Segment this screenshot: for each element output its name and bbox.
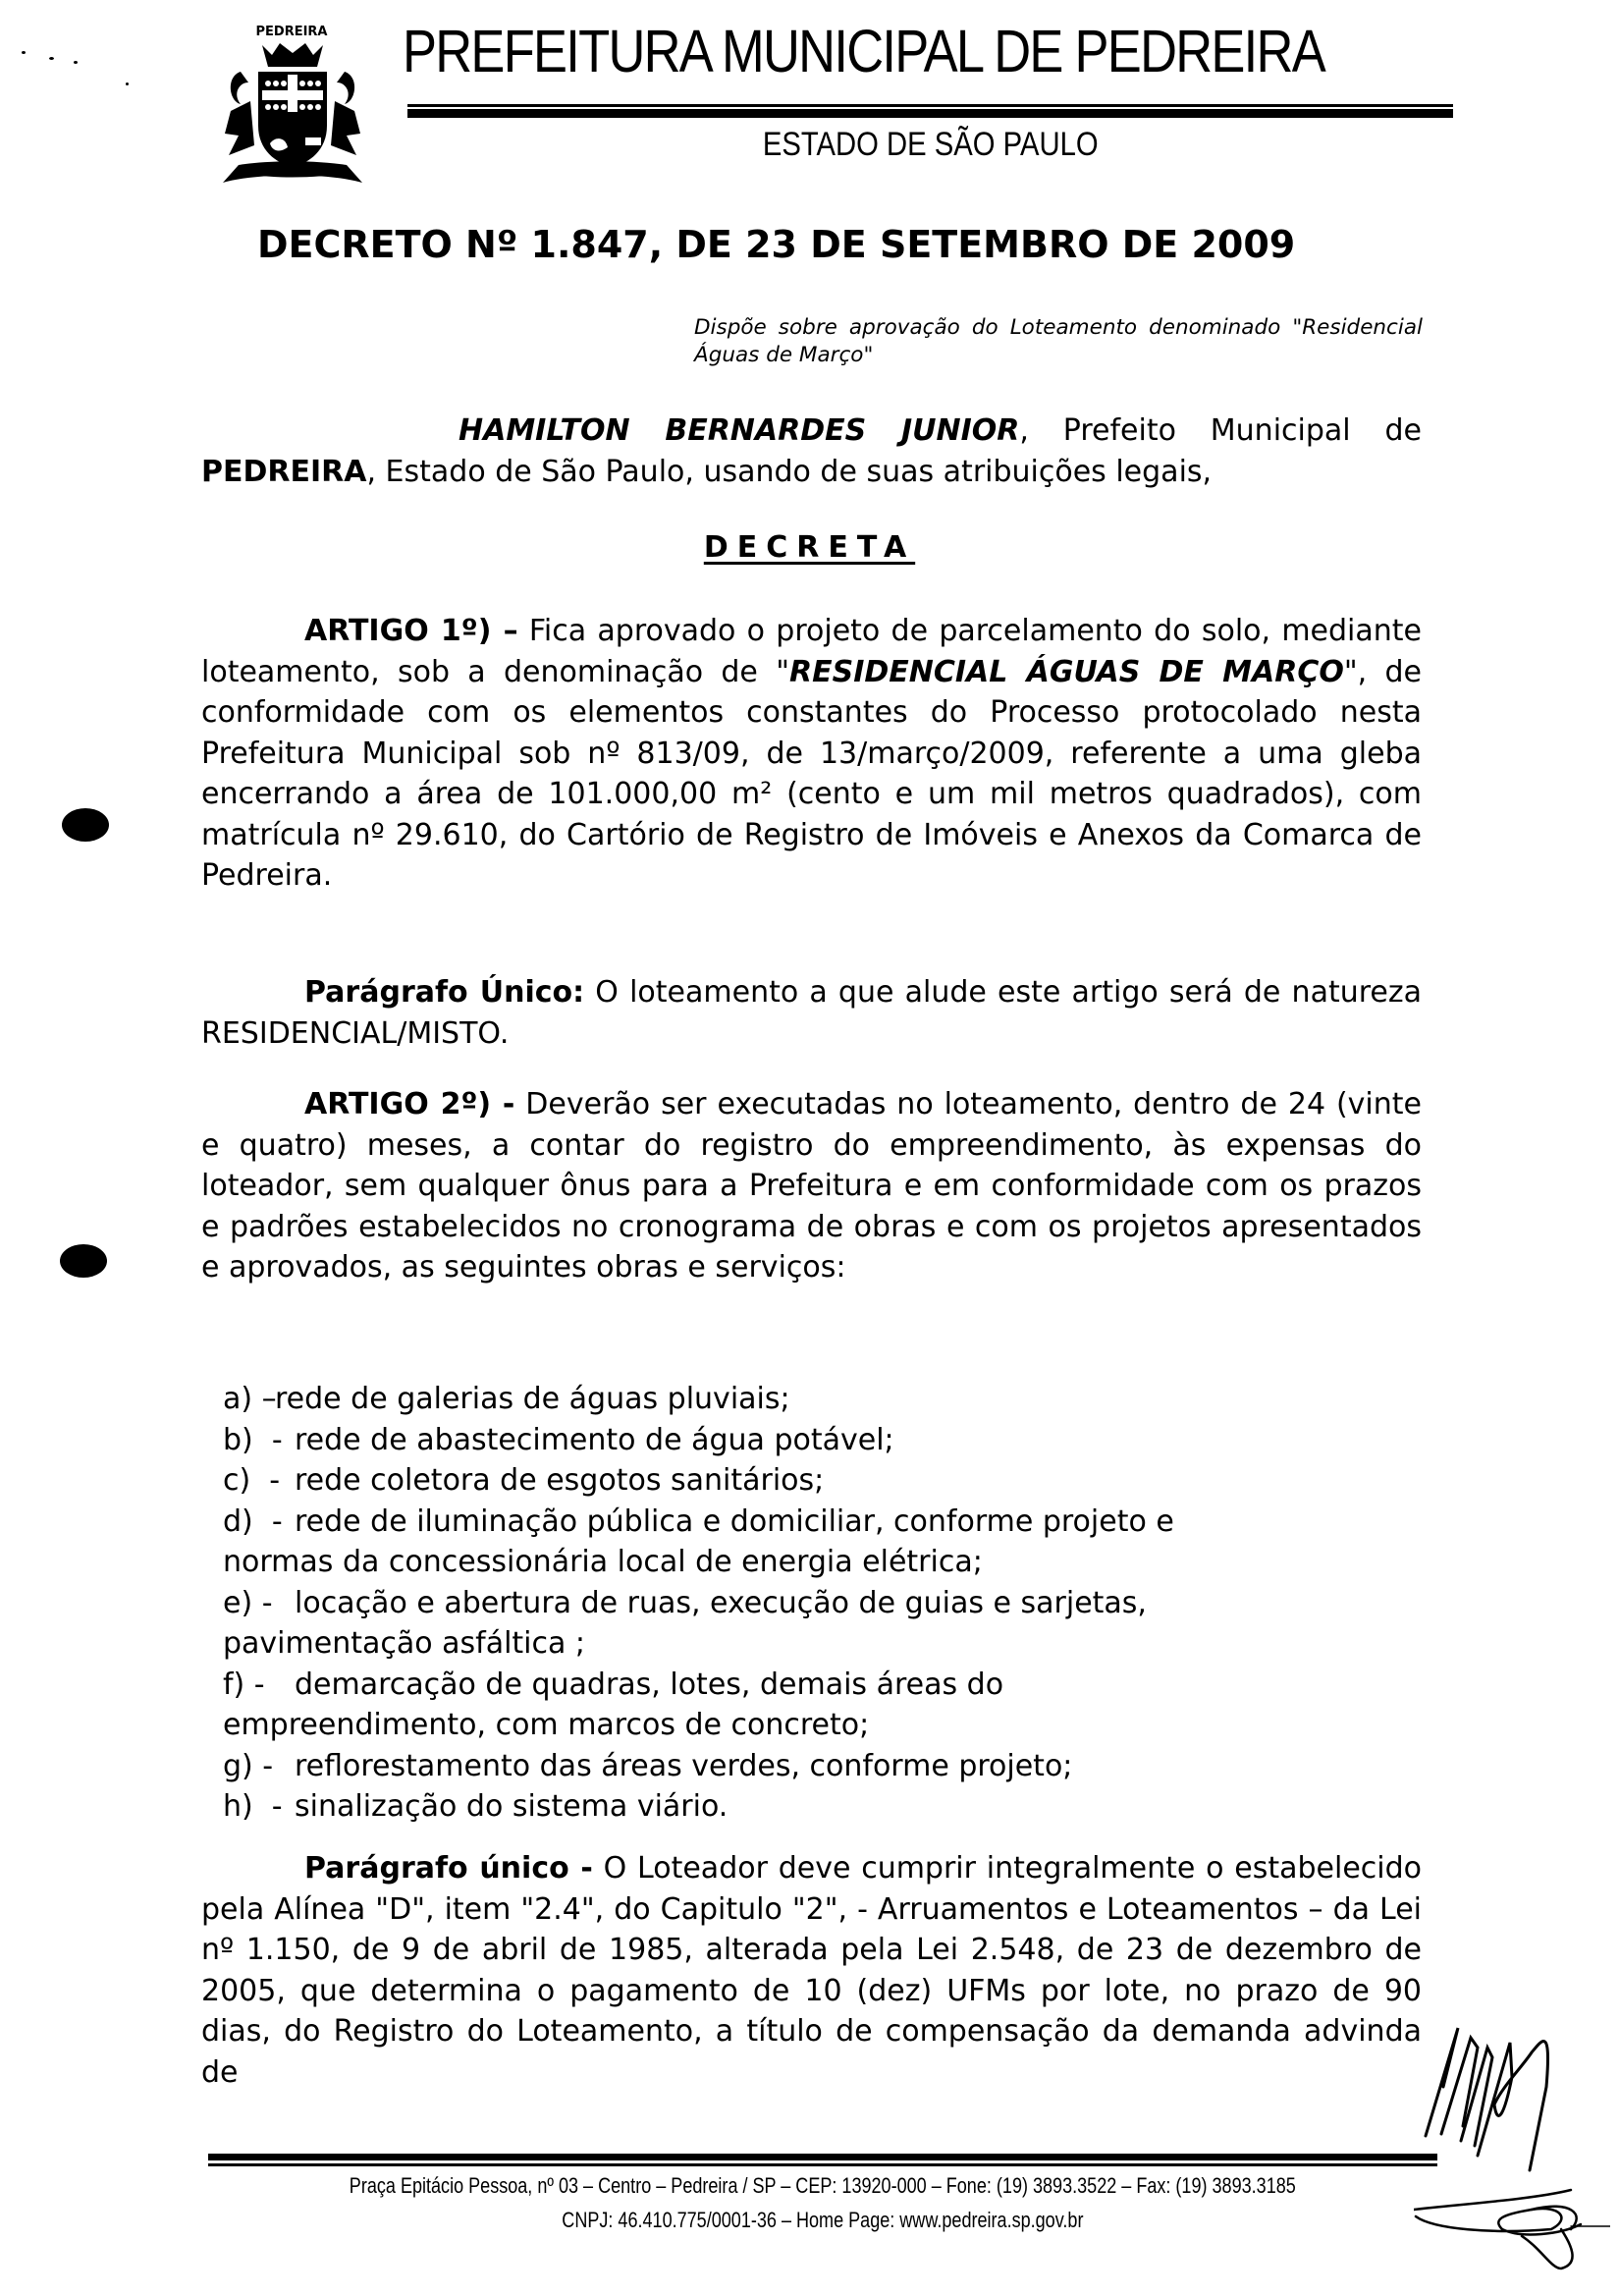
handwritten-signature-icon: [1414, 2008, 1610, 2273]
decree-title: DECRETO Nº 1.847, DE 23 DE SETEMBRO DE 2009: [257, 223, 1296, 266]
list-item: b) - rede de abastecimento de água potável;: [223, 1422, 894, 1457]
mayor-name: HAMILTON BERNARDES JUNIOR: [459, 413, 1020, 448]
coat-of-arms-icon: [211, 18, 373, 185]
list-item: c) - rede coletora de esgotos sanitários;: [223, 1463, 825, 1498]
list-item-continuation: pavimentação asfáltica ;: [223, 1626, 586, 1661]
article-1-sole-paragraph: Parágrafo Único: O loteamento a que alude este artigo será de natureza RESIDENCIAL/MISTO.: [201, 975, 1422, 1051]
article-1: ARTIGO 1º) – Fica aprovado o projeto de parcelamento do solo, mediante loteamento, sob a denominação de "RESIDENCIAL ÁGUAS DE MARÇO", de conformidade com os elementos constantes do Processo protocolado nesta Prefeitura Municipal sob nº 813/09, de 13/março/2009, referente a uma gleba encerrando a área de 101.000,00 m² (cento e um mil metros quadrados), com matrícula nº 29.610, do Cartório de Registro de Imóveis e Anexos da Comarca de Pedreira.: [201, 614, 1422, 893]
header-divider: [407, 109, 1453, 118]
article-2: ARTIGO 2º) - Deverão ser executadas no loteamento, dentro de 24 (vinte e quatro) meses, a contar do registro do empreendimento, às expensas do loteador, sem qualquer ônus para a Prefeitura e em conformidade com os prazos e padrões estabelecidos no cronograma de obras e com os projetos apresentados e aprovados, as seguintes obras e serviços:: [201, 1087, 1422, 1285]
subdivision-name: RESIDENCIAL ÁGUAS DE MARÇO: [789, 654, 1344, 689]
article-1-label: ARTIGO 1º) –: [304, 614, 518, 648]
punch-hole: [60, 1244, 107, 1278]
header-divider: [407, 104, 1453, 107]
municipal-crest-logo: [211, 18, 373, 185]
institution-title: PREFEITURA MUNICIPAL DE PEDREIRA: [403, 18, 1324, 84]
footer-divider: [208, 2163, 1437, 2166]
scan-speck: [22, 51, 26, 54]
list-item: g) - reflorestamento das áreas verdes, conforme projeto;: [223, 1748, 1073, 1783]
article-2-label: ARTIGO 2º) -: [304, 1087, 515, 1121]
footer-divider: [208, 2154, 1437, 2160]
preamble-paragraph: HAMILTON BERNARDES JUNIOR, Prefeito Municipal de PEDREIRA, Estado de São Paulo, usando de suas atribuições legais,: [201, 413, 1422, 489]
list-item: f) - demarcação de quadras, lotes, demais áreas do: [223, 1667, 1004, 1702]
list-item: e) - locação e abertura de ruas, execução de guias e sarjetas,: [223, 1585, 1147, 1620]
list-item: a) – rede de galerias de águas pluviais;: [223, 1382, 790, 1416]
footer-contact: CNPJ: 46.410.775/0001-36 – Home Page: www.pedreira.sp.gov.br: [562, 2208, 1084, 2232]
institution-subtitle: ESTADO DE SÃO PAULO: [762, 126, 1099, 163]
decree-summary: Dispõe sobre aprovação do Loteamento denominado "Residencial Águas de Março": [694, 315, 1423, 367]
svg-text:PEDREIRA: PEDREIRA: [255, 25, 328, 39]
paragraph-label: Parágrafo Único:: [304, 975, 585, 1010]
article-2-sole-paragraph: Parágrafo único - O Loteador deve cumprir integralmente o estabelecido pela Alínea "D", item "2.4", do Capitulo "2", - Arruamentos e Loteamentos – da Lei nº 1.150, de 9 de abril de 1985, alterada pela Lei 2.548, de 23 de dezembro de 2005, que determina o pagamento de 10 (dez) UFMs por lote, no prazo de 90 dias, do Registro do Loteamento, a título de compensação da demanda advinda de: [201, 1851, 1423, 2090]
city-name: PEDREIRA: [201, 454, 367, 489]
decreta-heading: DECRETA: [703, 530, 916, 565]
scan-speck: [74, 61, 78, 64]
scan-speck: [126, 82, 129, 85]
list-item-continuation: normas da concessionária local de energia elétrica;: [223, 1545, 983, 1579]
punch-hole: [62, 808, 109, 842]
works-list: [223, 1379, 1401, 1828]
paragraph-label: Parágrafo único -: [304, 1851, 593, 1886]
scan-speck: [49, 57, 54, 60]
footer-address: Praça Epitácio Pessoa, nº 03 – Centro – Pedreira / SP – CEP: 13920-000 – Fone: (19) 3893.3522 – Fax: (19) 3893.3185: [350, 2173, 1296, 2198]
list-item: d) - rede de iluminação pública e domiciliar, conforme projeto e: [223, 1503, 1174, 1539]
list-item-continuation: empreendimento, com marcos de concreto;: [223, 1708, 870, 1742]
list-item: h) - sinalização do sistema viário.: [223, 1789, 729, 1824]
